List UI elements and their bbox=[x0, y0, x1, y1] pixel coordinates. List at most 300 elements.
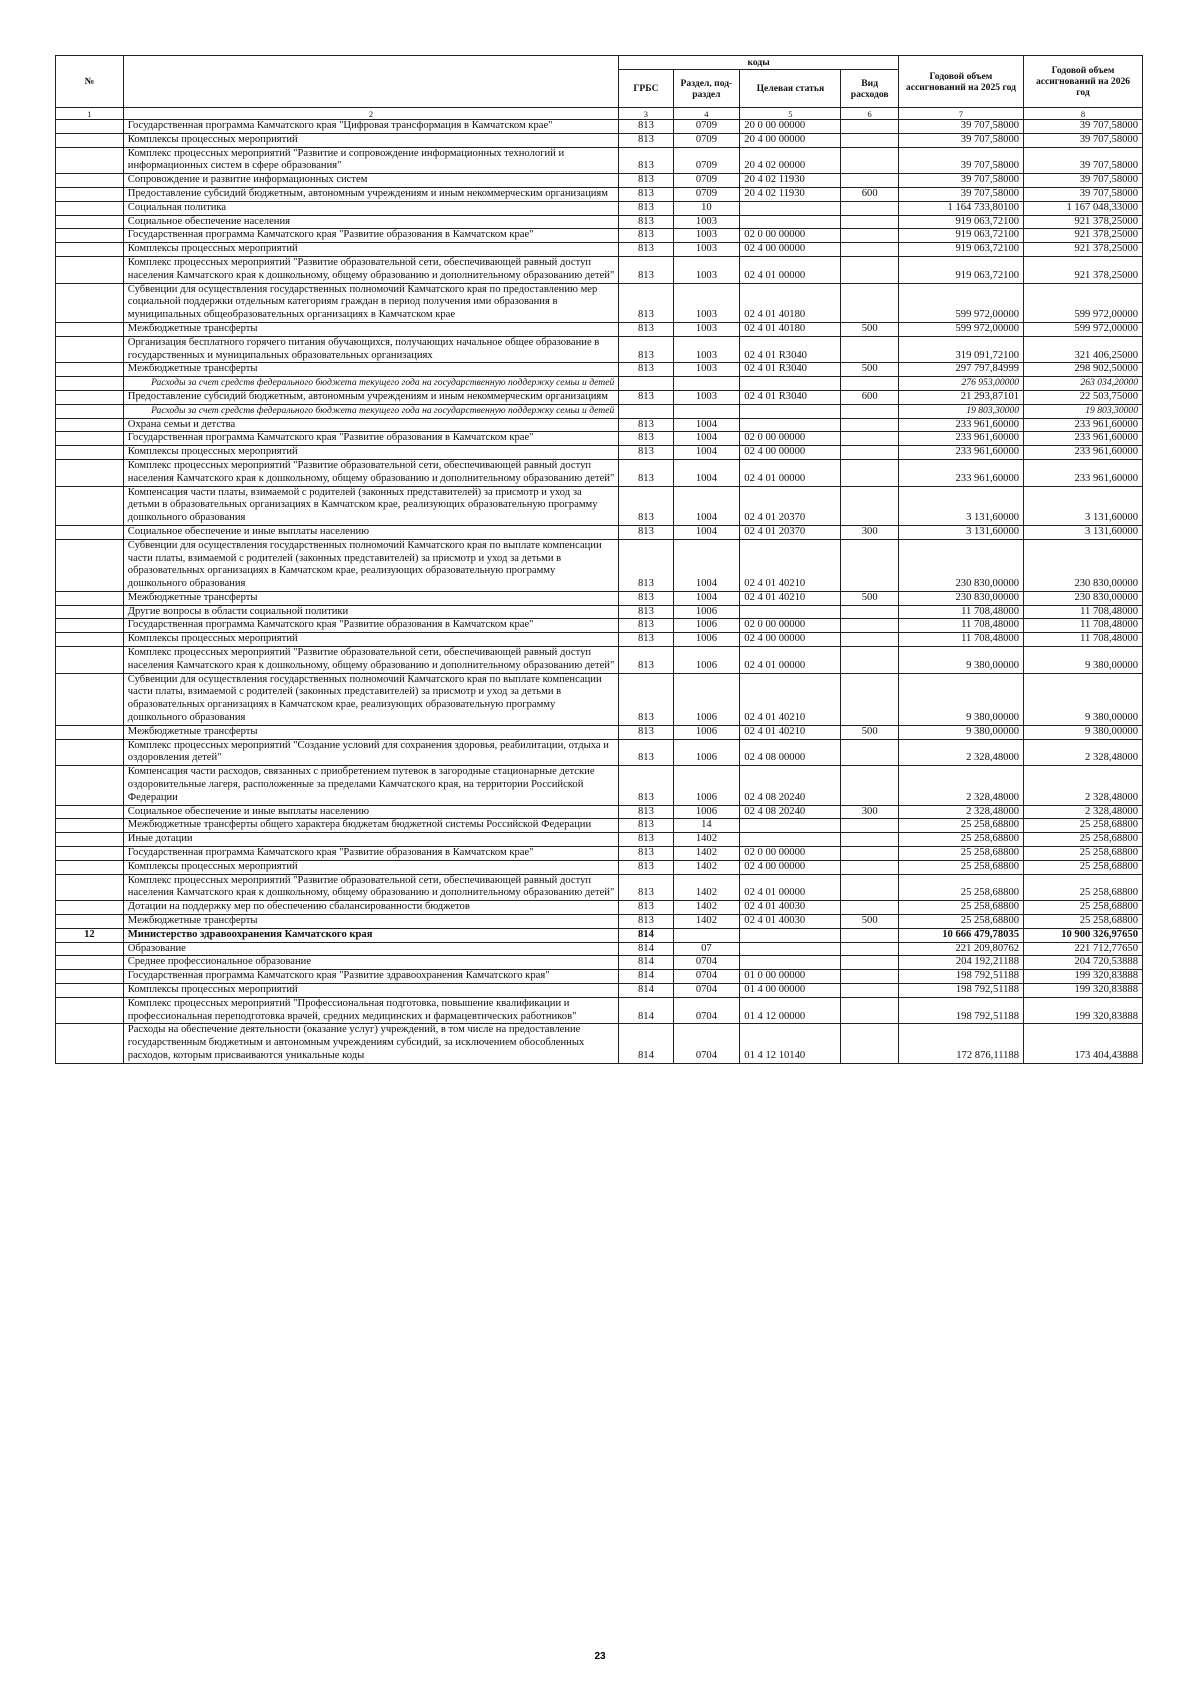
row-amount-2025: 25 258,68800 bbox=[898, 915, 1023, 929]
row-name: Расходы за счет средств федерального бюджета текущего года на государственную поддержку семьи и детей bbox=[123, 404, 619, 418]
row-name: Охрана семьи и детства bbox=[123, 418, 619, 432]
row-section: 1402 bbox=[673, 833, 740, 847]
table-row bbox=[56, 647, 1143, 674]
row-amount-2026: 2 328,48000 bbox=[1024, 766, 1143, 805]
row-number bbox=[56, 363, 124, 377]
row-grbs: 813 bbox=[619, 336, 673, 363]
row-section: 1004 bbox=[673, 459, 740, 486]
row-amount-2026: 230 830,00000 bbox=[1024, 539, 1143, 591]
row-section bbox=[673, 377, 740, 391]
row-section: 1006 bbox=[673, 673, 740, 725]
row-expense-type bbox=[841, 486, 898, 525]
row-number bbox=[56, 390, 124, 404]
row-name: Социальная политика bbox=[123, 201, 619, 215]
row-grbs: 814 bbox=[619, 956, 673, 970]
row-expense-type bbox=[841, 819, 898, 833]
col-number: 1 bbox=[56, 108, 124, 120]
table-row bbox=[56, 486, 1143, 525]
row-expense-type bbox=[841, 942, 898, 956]
row-expense-type bbox=[841, 997, 898, 1024]
row-number bbox=[56, 418, 124, 432]
row-target-article: 02 4 01 40030 bbox=[740, 901, 841, 915]
row-section: 0709 bbox=[673, 147, 740, 174]
row-expense-type bbox=[841, 539, 898, 591]
row-number bbox=[56, 283, 124, 322]
header-name bbox=[123, 56, 619, 108]
row-target-article bbox=[740, 201, 841, 215]
row-grbs: 813 bbox=[619, 525, 673, 539]
row-number bbox=[56, 187, 124, 201]
table-row bbox=[56, 363, 1143, 377]
row-grbs: 813 bbox=[619, 633, 673, 647]
row-name: Комплексы процессных мероприятий bbox=[123, 860, 619, 874]
row-grbs: 813 bbox=[619, 147, 673, 174]
row-grbs: 813 bbox=[619, 283, 673, 322]
row-grbs: 813 bbox=[619, 819, 673, 833]
row-name: Межбюджетные трансферты bbox=[123, 591, 619, 605]
row-amount-2026: 11 708,48000 bbox=[1024, 619, 1143, 633]
row-section: 1003 bbox=[673, 256, 740, 283]
row-target-article bbox=[740, 377, 841, 391]
row-grbs: 813 bbox=[619, 418, 673, 432]
row-expense-type bbox=[841, 984, 898, 998]
row-grbs: 813 bbox=[619, 486, 673, 525]
row-name: Комплекс процессных мероприятий "Развитие образовательной сети, обеспечивающей равный доступ населения Камчатского края к дошкольному, общему образованию и дополнительному образованию детей" bbox=[123, 647, 619, 674]
table-row bbox=[56, 418, 1143, 432]
row-amount-2025: 3 131,60000 bbox=[898, 486, 1023, 525]
row-amount-2026: 233 961,60000 bbox=[1024, 459, 1143, 486]
row-amount-2026: 39 707,58000 bbox=[1024, 120, 1143, 134]
row-amount-2025: 39 707,58000 bbox=[898, 147, 1023, 174]
row-name: Комплекс процессных мероприятий "Развитие образовательной сети, обеспечивающей равный доступ населения Камчатского края к дошкольному, общему образованию и дополнительному образованию детей" bbox=[123, 459, 619, 486]
row-expense-type bbox=[841, 243, 898, 257]
row-section: 1402 bbox=[673, 901, 740, 915]
table-row bbox=[56, 633, 1143, 647]
row-section: 0709 bbox=[673, 133, 740, 147]
table-row bbox=[56, 874, 1143, 901]
row-amount-2026: 25 258,68800 bbox=[1024, 847, 1143, 861]
row-amount-2025: 599 972,00000 bbox=[898, 283, 1023, 322]
row-target-article: 20 4 00 00000 bbox=[740, 133, 841, 147]
row-name: Комплексы процессных мероприятий bbox=[123, 133, 619, 147]
row-name: Субвенции для осуществления государственных полномочий Камчатского края по выплате компенсации части платы, взимаемой с родителей (законных представителей) за присмотр и уход за детьми в образовательных организациях в Камчатском крае, реализующих образовательную программу дошкольного образования bbox=[123, 539, 619, 591]
row-grbs: 813 bbox=[619, 915, 673, 929]
table-row bbox=[56, 432, 1143, 446]
row-section: 0704 bbox=[673, 984, 740, 998]
row-section: 1004 bbox=[673, 539, 740, 591]
row-number bbox=[56, 525, 124, 539]
row-grbs: 813 bbox=[619, 174, 673, 188]
table-row bbox=[56, 390, 1143, 404]
row-number bbox=[56, 201, 124, 215]
row-target-article: 02 4 01 R3040 bbox=[740, 336, 841, 363]
row-expense-type: 600 bbox=[841, 390, 898, 404]
table-row bbox=[56, 997, 1143, 1024]
row-amount-2025: 919 063,72100 bbox=[898, 229, 1023, 243]
row-section: 0709 bbox=[673, 174, 740, 188]
row-amount-2026: 39 707,58000 bbox=[1024, 133, 1143, 147]
row-amount-2025: 25 258,68800 bbox=[898, 860, 1023, 874]
row-grbs: 813 bbox=[619, 446, 673, 460]
row-target-article: 02 4 01 40210 bbox=[740, 539, 841, 591]
row-expense-type bbox=[841, 377, 898, 391]
row-number bbox=[56, 377, 124, 391]
row-target-article: 02 4 01 40030 bbox=[740, 915, 841, 929]
row-number bbox=[56, 243, 124, 257]
table-row bbox=[56, 322, 1143, 336]
row-name: Иные дотации bbox=[123, 833, 619, 847]
header-target: Целевая статья bbox=[740, 70, 841, 108]
row-grbs: 813 bbox=[619, 256, 673, 283]
table-row bbox=[56, 187, 1143, 201]
row-name: Государственная программа Камчатского края "Развитие образования в Камчатском крае" bbox=[123, 432, 619, 446]
row-amount-2026: 263 034,20000 bbox=[1024, 377, 1143, 391]
row-amount-2025: 9 380,00000 bbox=[898, 725, 1023, 739]
row-target-article: 02 4 01 R3040 bbox=[740, 363, 841, 377]
row-grbs: 813 bbox=[619, 739, 673, 766]
row-grbs: 813 bbox=[619, 605, 673, 619]
row-section: 07 bbox=[673, 942, 740, 956]
row-number bbox=[56, 120, 124, 134]
row-section: 10 bbox=[673, 201, 740, 215]
row-amount-2025: 276 953,00000 bbox=[898, 377, 1023, 391]
row-number bbox=[56, 970, 124, 984]
col-number: 5 bbox=[740, 108, 841, 120]
row-amount-2026: 199 320,83888 bbox=[1024, 997, 1143, 1024]
row-number bbox=[56, 942, 124, 956]
row-amount-2026: 19 803,30000 bbox=[1024, 404, 1143, 418]
row-grbs: 813 bbox=[619, 874, 673, 901]
row-target-article: 02 4 01 40210 bbox=[740, 591, 841, 605]
budget-table bbox=[55, 55, 1143, 1064]
row-number bbox=[56, 847, 124, 861]
row-expense-type: 500 bbox=[841, 363, 898, 377]
row-expense-type: 300 bbox=[841, 805, 898, 819]
row-name: Социальное обеспечение и иные выплаты населению bbox=[123, 805, 619, 819]
row-expense-type bbox=[841, 459, 898, 486]
row-amount-2025: 25 258,68800 bbox=[898, 874, 1023, 901]
row-target-article: 20 4 02 11930 bbox=[740, 187, 841, 201]
col-number: 8 bbox=[1024, 108, 1143, 120]
row-number bbox=[56, 997, 124, 1024]
table-row bbox=[56, 942, 1143, 956]
row-expense-type bbox=[841, 633, 898, 647]
row-target-article: 01 4 12 10140 bbox=[740, 1024, 841, 1063]
row-name: Компенсация части расходов, связанных с приобретением путевок в загородные стационарные детские оздоровительные лагеря, расположенные за пределами Камчатского края, на территории Российской Федерации bbox=[123, 766, 619, 805]
row-section: 0704 bbox=[673, 970, 740, 984]
row-target-article: 02 4 01 40180 bbox=[740, 322, 841, 336]
row-section: 1006 bbox=[673, 619, 740, 633]
row-name: Предоставление субсидий бюджетным, автономным учреждениям и иным некоммерческим организациям bbox=[123, 390, 619, 404]
row-number bbox=[56, 174, 124, 188]
row-section: 1003 bbox=[673, 390, 740, 404]
row-target-article: 02 4 00 00000 bbox=[740, 243, 841, 257]
row-target-article: 02 4 01 00000 bbox=[740, 874, 841, 901]
row-grbs: 813 bbox=[619, 215, 673, 229]
row-expense-type bbox=[841, 860, 898, 874]
row-section: 0709 bbox=[673, 120, 740, 134]
table-row bbox=[56, 133, 1143, 147]
row-amount-2025: 39 707,58000 bbox=[898, 187, 1023, 201]
row-expense-type bbox=[841, 605, 898, 619]
row-amount-2025: 599 972,00000 bbox=[898, 322, 1023, 336]
row-number bbox=[56, 819, 124, 833]
row-target-article: 02 4 00 00000 bbox=[740, 860, 841, 874]
row-target-article: 02 4 01 40180 bbox=[740, 283, 841, 322]
row-grbs: 813 bbox=[619, 901, 673, 915]
row-grbs: 814 bbox=[619, 970, 673, 984]
row-expense-type bbox=[841, 446, 898, 460]
row-section: 1006 bbox=[673, 805, 740, 819]
row-number bbox=[56, 860, 124, 874]
table-row bbox=[56, 805, 1143, 819]
row-amount-2026: 9 380,00000 bbox=[1024, 725, 1143, 739]
row-number bbox=[56, 459, 124, 486]
row-name: Комплекс процессных мероприятий "Развитие образовательной сети, обеспечивающей равный доступ населения Камчатского края к дошкольному, общему образованию и дополнительному образованию детей" bbox=[123, 256, 619, 283]
row-amount-2025: 221 209,80762 bbox=[898, 942, 1023, 956]
table-row bbox=[56, 673, 1143, 725]
row-name: Социальное обеспечение и иные выплаты населению bbox=[123, 525, 619, 539]
row-section: 1006 bbox=[673, 647, 740, 674]
row-number bbox=[56, 915, 124, 929]
col-number: 6 bbox=[841, 108, 898, 120]
row-name: Межбюджетные трансферты общего характера бюджетам бюджетной системы Российской Федерации bbox=[123, 819, 619, 833]
row-amount-2025: 919 063,72100 bbox=[898, 215, 1023, 229]
table-row bbox=[56, 174, 1143, 188]
row-amount-2026: 204 720,53888 bbox=[1024, 956, 1143, 970]
row-number bbox=[56, 739, 124, 766]
row-amount-2026: 230 830,00000 bbox=[1024, 591, 1143, 605]
row-number bbox=[56, 432, 124, 446]
row-amount-2026: 2 328,48000 bbox=[1024, 739, 1143, 766]
row-expense-type bbox=[841, 901, 898, 915]
row-amount-2025: 297 797,84999 bbox=[898, 363, 1023, 377]
row-amount-2025: 204 192,21188 bbox=[898, 956, 1023, 970]
row-number bbox=[56, 984, 124, 998]
row-target-article bbox=[740, 605, 841, 619]
header-grbs: ГРБС bbox=[619, 70, 673, 108]
page-number: 23 bbox=[594, 1651, 606, 1662]
row-amount-2025: 1 164 733,80100 bbox=[898, 201, 1023, 215]
row-target-article: 20 4 02 00000 bbox=[740, 147, 841, 174]
row-grbs bbox=[619, 377, 673, 391]
row-target-article: 02 4 08 20240 bbox=[740, 805, 841, 819]
row-number bbox=[56, 1024, 124, 1063]
row-grbs: 813 bbox=[619, 766, 673, 805]
row-number bbox=[56, 336, 124, 363]
row-amount-2026: 599 972,00000 bbox=[1024, 283, 1143, 322]
row-amount-2026: 10 900 326,97650 bbox=[1024, 928, 1143, 942]
table-row bbox=[56, 619, 1143, 633]
table-row bbox=[56, 229, 1143, 243]
table-row bbox=[56, 1024, 1143, 1063]
row-name: Государственная программа Камчатского края "Цифровая трансформация в Камчатском крае" bbox=[123, 120, 619, 134]
row-grbs: 813 bbox=[619, 725, 673, 739]
row-grbs: 813 bbox=[619, 673, 673, 725]
row-amount-2026: 39 707,58000 bbox=[1024, 147, 1143, 174]
row-number bbox=[56, 619, 124, 633]
header-codes: коды bbox=[619, 56, 899, 70]
row-grbs: 813 bbox=[619, 243, 673, 257]
row-expense-type: 600 bbox=[841, 187, 898, 201]
row-section: 0704 bbox=[673, 956, 740, 970]
row-amount-2025: 2 328,48000 bbox=[898, 766, 1023, 805]
row-section: 1003 bbox=[673, 336, 740, 363]
table-row bbox=[56, 459, 1143, 486]
row-name: Предоставление субсидий бюджетным, автономным учреждениям и иным некоммерческим организациям bbox=[123, 187, 619, 201]
row-section: 1004 bbox=[673, 432, 740, 446]
row-grbs: 814 bbox=[619, 942, 673, 956]
row-number bbox=[56, 647, 124, 674]
row-section: 1003 bbox=[673, 229, 740, 243]
row-expense-type: 500 bbox=[841, 725, 898, 739]
row-number bbox=[56, 322, 124, 336]
row-amount-2026: 39 707,58000 bbox=[1024, 174, 1143, 188]
row-name: Межбюджетные трансферты bbox=[123, 363, 619, 377]
row-amount-2025: 198 792,51188 bbox=[898, 970, 1023, 984]
row-number bbox=[56, 901, 124, 915]
row-target-article: 02 4 01 20370 bbox=[740, 525, 841, 539]
row-section: 1006 bbox=[673, 739, 740, 766]
row-number bbox=[56, 147, 124, 174]
row-amount-2025: 11 708,48000 bbox=[898, 633, 1023, 647]
row-section: 1004 bbox=[673, 486, 740, 525]
row-section: 1003 bbox=[673, 322, 740, 336]
row-expense-type bbox=[841, 928, 898, 942]
row-name: Субвенции для осуществления государственных полномочий Камчатского края по предоставлению мер социальной поддержки отдельным категориям граждан в период получения ими образования в муниципальных общеобразовательных организациях в Камчатском крае bbox=[123, 283, 619, 322]
row-expense-type bbox=[841, 418, 898, 432]
row-target-article bbox=[740, 404, 841, 418]
row-number bbox=[56, 446, 124, 460]
table-row bbox=[56, 539, 1143, 591]
header-num: № bbox=[56, 56, 124, 108]
row-target-article: 01 0 00 00000 bbox=[740, 970, 841, 984]
table-row bbox=[56, 336, 1143, 363]
row-name: Комплексы процессных мероприятий bbox=[123, 446, 619, 460]
row-number bbox=[56, 766, 124, 805]
row-amount-2026: 3 131,60000 bbox=[1024, 525, 1143, 539]
row-amount-2026: 25 258,68800 bbox=[1024, 874, 1143, 901]
row-amount-2026: 2 328,48000 bbox=[1024, 805, 1143, 819]
row-target-article: 02 4 00 00000 bbox=[740, 633, 841, 647]
row-expense-type bbox=[841, 120, 898, 134]
row-target-article bbox=[740, 833, 841, 847]
row-expense-type bbox=[841, 215, 898, 229]
row-amount-2025: 3 131,60000 bbox=[898, 525, 1023, 539]
row-name: Другие вопросы в области социальной политики bbox=[123, 605, 619, 619]
table-row bbox=[56, 970, 1143, 984]
row-section bbox=[673, 928, 740, 942]
row-amount-2025: 9 380,00000 bbox=[898, 673, 1023, 725]
table-row bbox=[56, 446, 1143, 460]
row-target-article bbox=[740, 956, 841, 970]
table-row bbox=[56, 847, 1143, 861]
row-target-article bbox=[740, 928, 841, 942]
row-section: 1003 bbox=[673, 243, 740, 257]
row-expense-type bbox=[841, 201, 898, 215]
row-amount-2025: 198 792,51188 bbox=[898, 997, 1023, 1024]
row-name: Комплекс процессных мероприятий "Создание условий для сохранения здоровья, реабилитации, отдыха и оздоровления детей" bbox=[123, 739, 619, 766]
row-amount-2025: 39 707,58000 bbox=[898, 120, 1023, 134]
row-target-article: 02 4 01 R3040 bbox=[740, 390, 841, 404]
row-name: Межбюджетные трансферты bbox=[123, 322, 619, 336]
row-amount-2026: 39 707,58000 bbox=[1024, 187, 1143, 201]
row-amount-2026: 233 961,60000 bbox=[1024, 446, 1143, 460]
row-section: 1003 bbox=[673, 283, 740, 322]
row-target-article: 02 4 08 20240 bbox=[740, 766, 841, 805]
row-grbs: 813 bbox=[619, 847, 673, 861]
row-expense-type bbox=[841, 133, 898, 147]
row-number bbox=[56, 256, 124, 283]
row-amount-2026: 25 258,68800 bbox=[1024, 819, 1143, 833]
row-grbs: 813 bbox=[619, 229, 673, 243]
row-section: 1003 bbox=[673, 215, 740, 229]
row-expense-type bbox=[841, 833, 898, 847]
row-expense-type bbox=[841, 256, 898, 283]
row-target-article bbox=[740, 942, 841, 956]
row-amount-2025: 2 328,48000 bbox=[898, 805, 1023, 819]
row-amount-2025: 919 063,72100 bbox=[898, 243, 1023, 257]
table-row bbox=[56, 377, 1143, 391]
row-expense-type bbox=[841, 404, 898, 418]
row-name: Сопровождение и развитие информационных систем bbox=[123, 174, 619, 188]
row-target-article: 02 0 00 00000 bbox=[740, 432, 841, 446]
table-row bbox=[56, 147, 1143, 174]
table-row bbox=[56, 243, 1143, 257]
table-row bbox=[56, 766, 1143, 805]
row-number bbox=[56, 605, 124, 619]
row-amount-2026: 25 258,68800 bbox=[1024, 915, 1143, 929]
row-number bbox=[56, 673, 124, 725]
row-amount-2025: 25 258,68800 bbox=[898, 901, 1023, 915]
table-row bbox=[56, 984, 1143, 998]
row-number bbox=[56, 404, 124, 418]
row-expense-type: 300 bbox=[841, 525, 898, 539]
table-row bbox=[56, 833, 1143, 847]
row-amount-2025: 172 876,11188 bbox=[898, 1024, 1023, 1063]
row-name: Межбюджетные трансферты bbox=[123, 915, 619, 929]
row-grbs: 813 bbox=[619, 619, 673, 633]
row-section bbox=[673, 404, 740, 418]
table-row bbox=[56, 725, 1143, 739]
table-row bbox=[56, 120, 1143, 134]
row-amount-2026: 11 708,48000 bbox=[1024, 633, 1143, 647]
table-row bbox=[56, 739, 1143, 766]
row-target-article: 02 4 01 00000 bbox=[740, 256, 841, 283]
row-name: Социальное обеспечение населения bbox=[123, 215, 619, 229]
row-expense-type: 500 bbox=[841, 915, 898, 929]
row-section: 14 bbox=[673, 819, 740, 833]
table-row bbox=[56, 404, 1143, 418]
row-amount-2026: 298 902,50000 bbox=[1024, 363, 1143, 377]
row-section: 1006 bbox=[673, 725, 740, 739]
row-expense-type bbox=[841, 673, 898, 725]
table-body bbox=[56, 120, 1143, 1064]
row-expense-type bbox=[841, 874, 898, 901]
row-section: 1004 bbox=[673, 525, 740, 539]
row-number bbox=[56, 833, 124, 847]
row-expense-type bbox=[841, 229, 898, 243]
table-row bbox=[56, 605, 1143, 619]
row-target-article: 02 4 00 00000 bbox=[740, 446, 841, 460]
row-name: Государственная программа Камчатского края "Развитие образования в Камчатском крае" bbox=[123, 619, 619, 633]
row-amount-2026: 25 258,68800 bbox=[1024, 833, 1143, 847]
row-amount-2025: 9 380,00000 bbox=[898, 647, 1023, 674]
row-grbs: 813 bbox=[619, 363, 673, 377]
row-number bbox=[56, 229, 124, 243]
row-section: 0704 bbox=[673, 997, 740, 1024]
row-amount-2026: 9 380,00000 bbox=[1024, 647, 1143, 674]
